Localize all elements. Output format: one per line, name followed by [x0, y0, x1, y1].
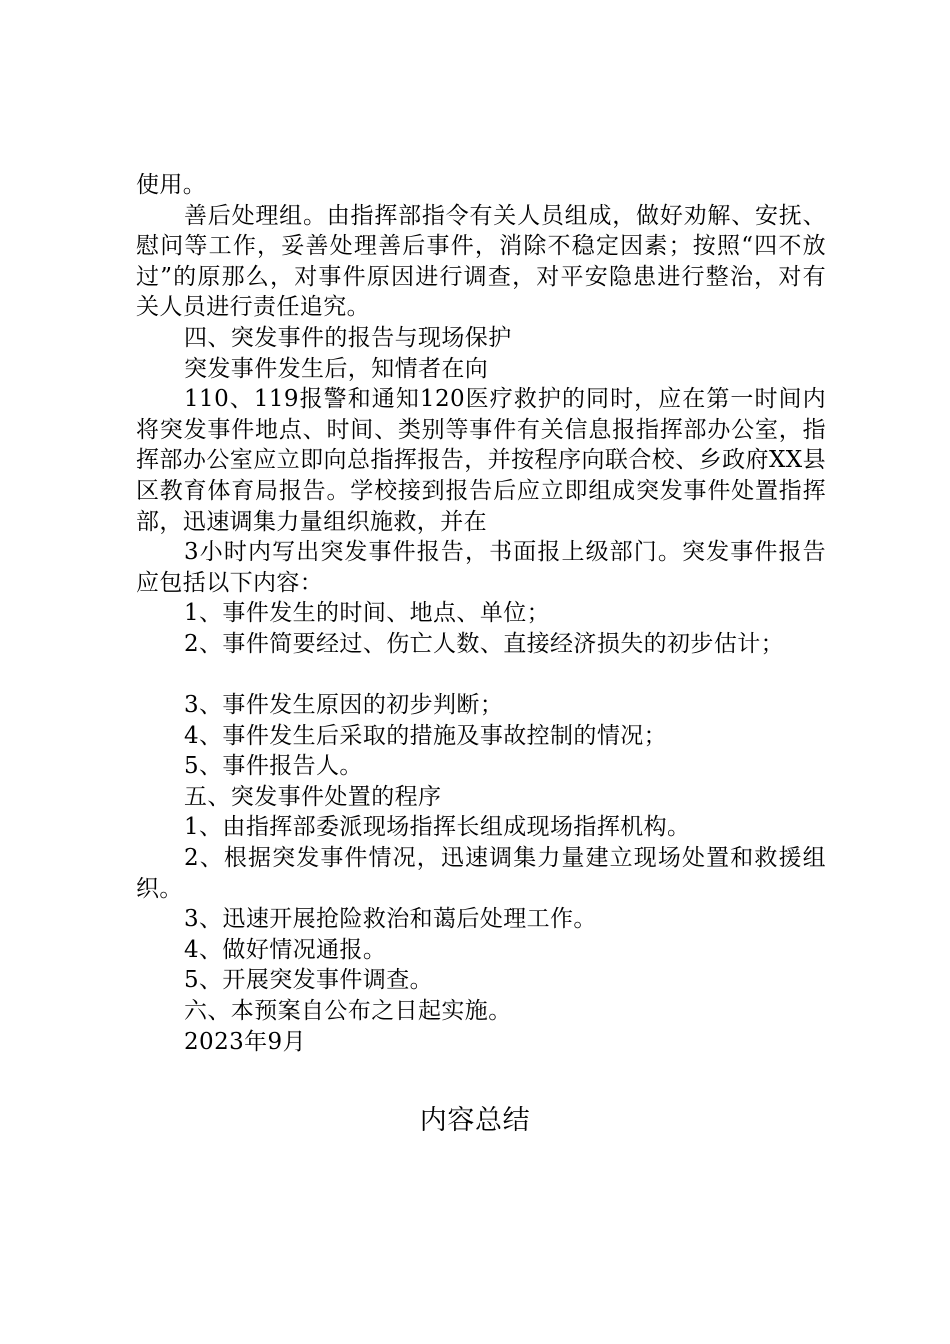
summary-title: 内容总结 [419, 1105, 531, 1136]
list-item: 4、做好情况通报。 [184, 936, 387, 963]
section-heading: 四、突发事件的报告与现场保护 [184, 324, 512, 351]
list-item: 3、迅速开展抢险救治和蔼后处理工作。 [184, 906, 597, 933]
list-item: 2、根据突发事件情况，迅速调集力量建立现场处置和救援组织。 [136, 845, 826, 902]
section-heading: 六、本预案自公布之日起实施。 [184, 998, 512, 1025]
list-item: 1、事件发生的时间、地点、单位； [184, 600, 551, 627]
paragraph: 110、119报警和通知120医疗救护的同时，应在第一时间内将突发事件地点、时间、类别等事件有关信息报指挥部办公室，指挥部办公室应立即向总指挥报告，并按程序向联合校、乡政府XX县区教育体育局报告。学校接到报告后应立即组成突发事件处置指挥部，迅速调集力量组织施救，并在 [136, 386, 826, 535]
blank-line [136, 660, 826, 691]
list-item: 4、事件发生后采取的措施及事故控制的情况； [184, 722, 668, 749]
document-body [136, 170, 826, 1057]
paragraph: 使用。 [136, 172, 207, 198]
paragraph: 突发事件发生后，知情者在向 [184, 355, 489, 382]
list-item: 5、事件报告人。 [184, 753, 363, 780]
list-item: 2、事件简要经过、伤亡人数、直接经济损失的初步估计； [184, 630, 785, 657]
paragraph: 3小时内写出突发事件报告，书面报上级部门。突发事件报告应包括以下内容： [136, 539, 826, 596]
paragraph: 善后处理组。由指挥部指令有关人员组成，做好劝解、安抚、慰问等工作，妥善处理善后事件，消除不稳定因素；按照“四不放过”的原那么，对事件原因进行调查，对平安隐患进行整治，对有关人员进行责任追究。 [136, 202, 826, 321]
list-item: 3、事件发生原因的初步判断； [184, 692, 504, 719]
document-date: 2023年9月 [184, 1028, 306, 1055]
list-item: 1、由指挥部委派现场指挥长组成现场指挥机构。 [184, 814, 691, 841]
list-item: 5、开展突发事件调查。 [184, 967, 434, 994]
section-heading: 五、突发事件处置的程序 [184, 783, 442, 810]
